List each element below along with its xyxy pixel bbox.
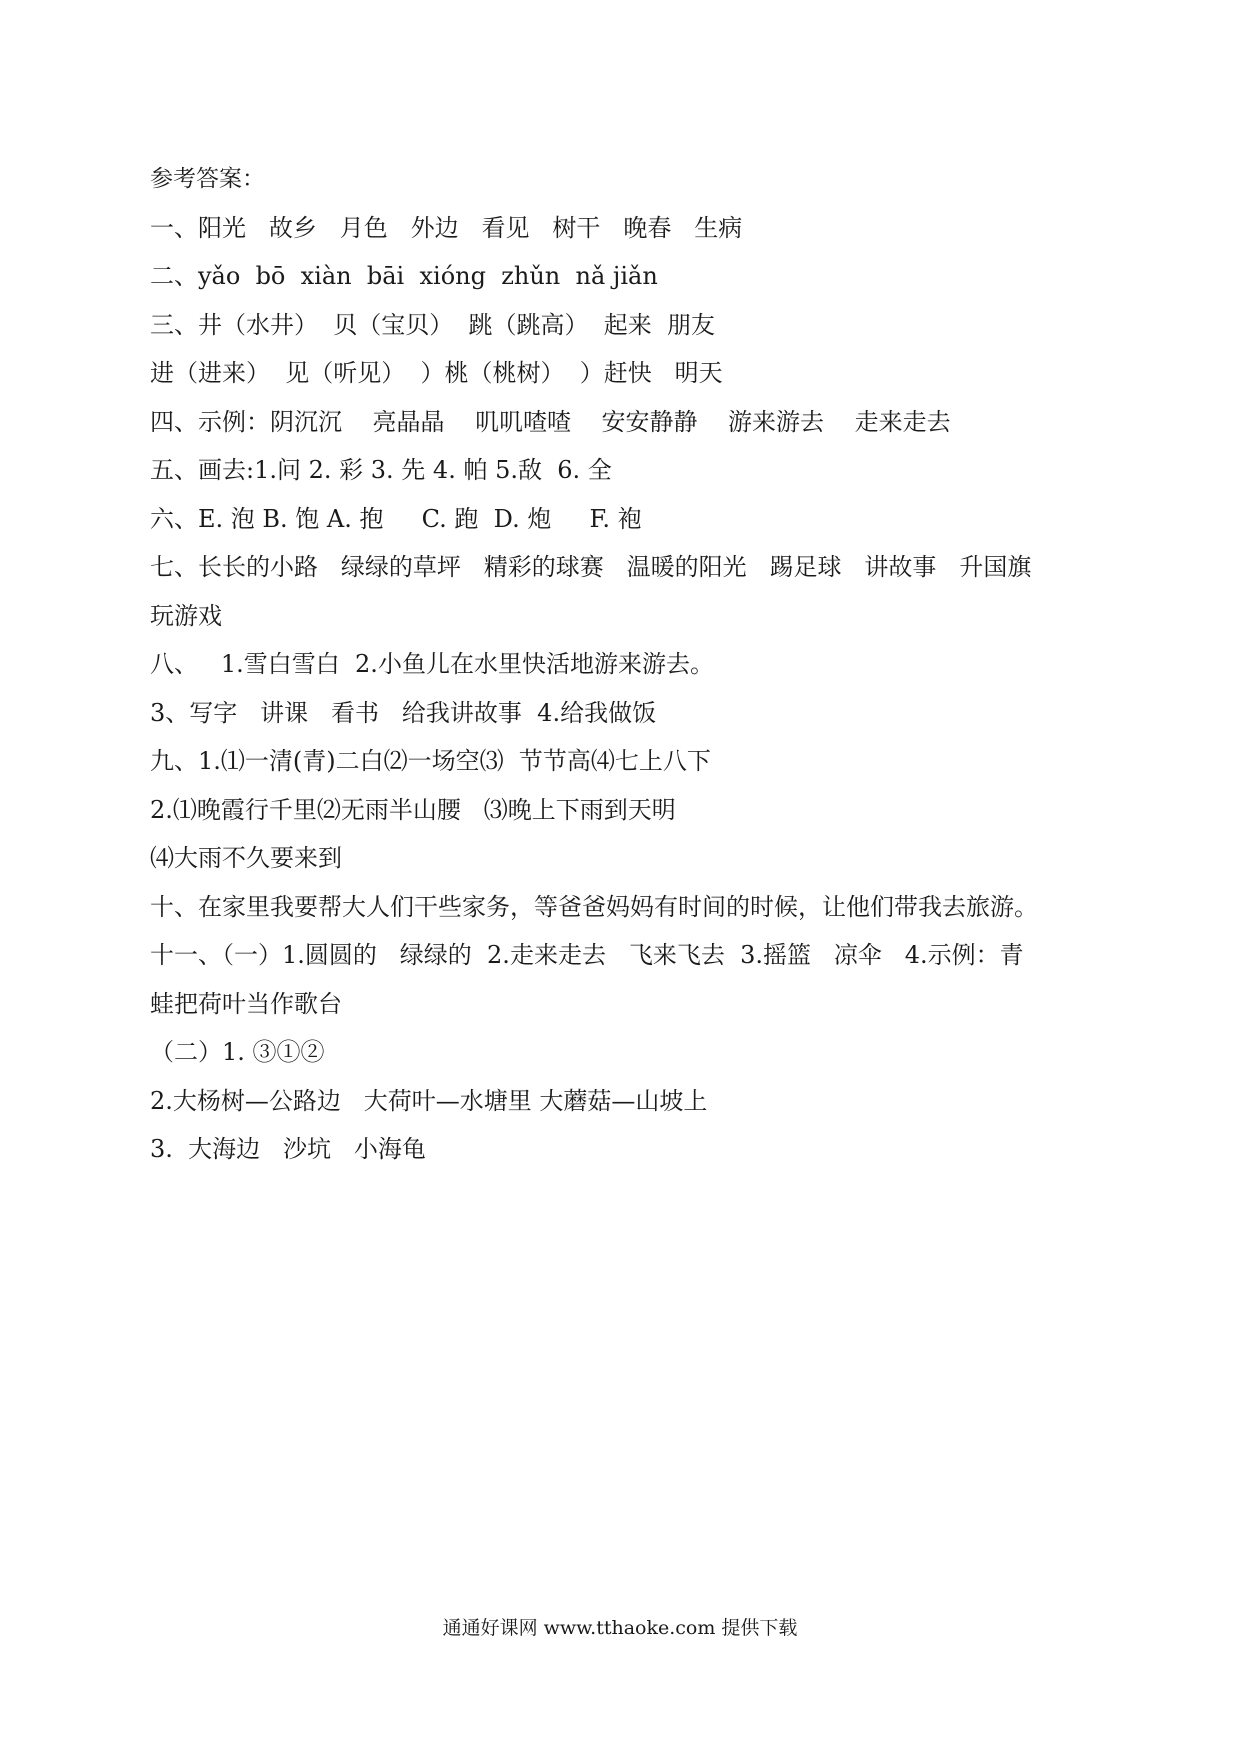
answer-line-14: ⑷大雨不久要来到	[150, 844, 342, 872]
answer-line-6: 五、画去:1.问 2. 彩 3. 先 4. 帕 5.敌 6. 全	[150, 456, 612, 484]
answer-line-18: （二）1. ③①②	[150, 1038, 325, 1066]
answer-line-9: 玩游戏	[150, 601, 222, 630]
answer-line-3: 三、井（水井） 贝（宝贝） 跳（跳高） 起来 朋友	[150, 310, 716, 339]
answer-line-12: 九、1.⑴一清(青)二白⑵一场空⑶ 节节高⑷七上八下	[150, 747, 711, 775]
answer-line-7: 六、E. 泡 B. 饱 A. 抱 C. 跑 D. 炮 F. 袍	[150, 504, 642, 533]
answer-line-10: 八、 1.雪白雪白 2.小鱼儿在水里快活地游来游去。	[150, 650, 714, 678]
answer-line-5: 四、示例：阴沉沉 亮晶晶 叽叽喳喳 安安静静 游来游去 走来走去	[150, 407, 951, 436]
answer-document	[150, 155, 1100, 1174]
answer-line-8: 七、长长的小路 绿绿的草坪 精彩的球赛 温暖的阳光 踢足球 讲故事 升国旗	[150, 553, 1032, 581]
page-footer: 通通好课网 www.tthaoke.com 提供下载	[442, 1617, 798, 1639]
answer-line-2: 二、yǎo bō xiàn bāi xióng zhǔn nǎ jiǎn	[150, 262, 658, 290]
answer-line-13: 2.⑴晚霞行千里⑵无雨半山腰 ⑶晚上下雨到天明	[150, 795, 676, 824]
answer-line-19: 2.大杨树—公路边 大荷叶—水塘里 大蘑菇—山坡上	[150, 1086, 708, 1115]
answer-line-11: 3、写字 讲课 看书 给我讲故事 4.给我做饭	[150, 698, 657, 727]
answer-line-17: 蛙把荷叶当作歌台	[150, 989, 342, 1018]
document-title: 参考答案：	[150, 166, 265, 192]
answer-line-20: 3. 大海边 沙坑 小海龟	[150, 1135, 426, 1163]
answer-line-16: 十一、（一）1.圆圆的 绿绿的 2.走来走去 飞来飞去 3.摇篮 凉伞 4.示例：青	[150, 941, 1024, 969]
answer-line-15: 十、在家里我要帮大人们干些家务，等爸爸妈妈有时间的时候，让他们带我去旅游。	[150, 892, 1038, 921]
answer-line-1: 一、阳光 故乡 月色 外边 看见 树干 晚春 生病	[150, 213, 743, 242]
answer-line-4: 进（进来） 见（听见） ）桃（桃树） ）赶快 明天	[150, 359, 723, 387]
